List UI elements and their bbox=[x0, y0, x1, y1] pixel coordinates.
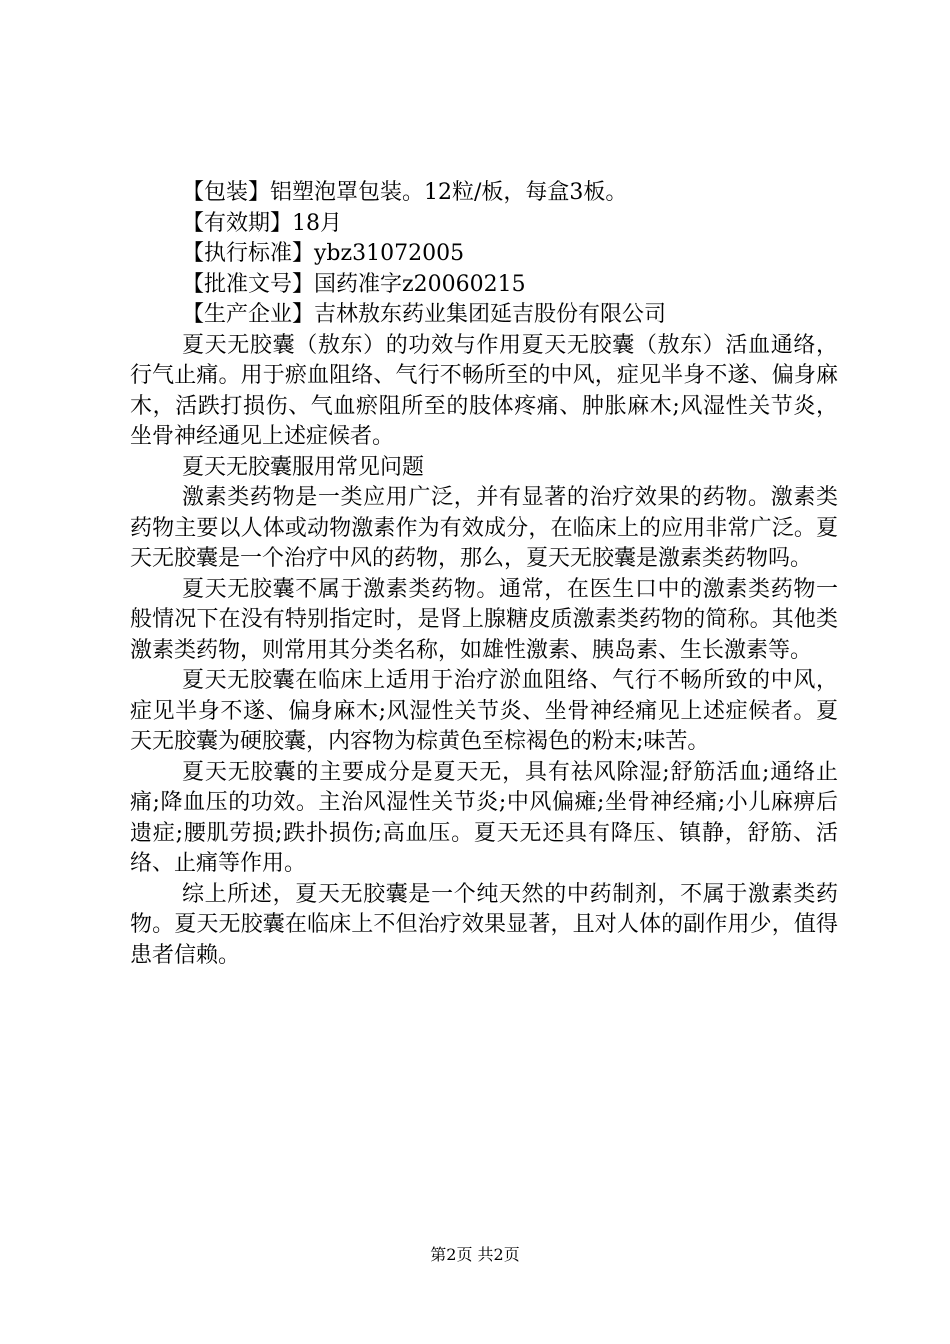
paragraph-conclusion: 综上所述，夏天无胶囊是一个纯天然的中药制剂，不属于激素类药物。夏天无胶囊在临床上不但治疗效果显著，且对人体的副作用少，值得患者信赖。 bbox=[130, 881, 838, 968]
field-manufacturer: 【生产企业】吉林敖东药业集团延吉股份有限公司 bbox=[182, 302, 667, 327]
paragraph-hormone-intro: 激素类药物是一类应用广泛，并有显著的治疗效果的药物。激素类药物主要以人体或动物激素作为有效成分，在临床上的应用非常广泛。夏天无胶囊是一个治疗中风的药物，那么，夏天无胶囊是激素类药物吗。 bbox=[130, 485, 838, 571]
page-footer: 第2页 共2页 bbox=[430, 1245, 520, 1264]
document-body bbox=[130, 178, 838, 971]
paragraph-ingredients: 夏天无胶囊的主要成分是夏天无，具有祛风除湿;舒筋活血;通络止痛;降血压的功效。主治风湿性关节炎;中风偏瘫;坐骨神经痛;小儿麻痹后遗症;腰肌劳损;跌扑损伤;高血压。夏天无还具有降压、镇静，舒筋、活络、止痛等作用。 bbox=[130, 759, 838, 876]
field-approval-number: 【批准文号】国药准字z20060215 bbox=[182, 271, 526, 297]
paragraph-clinical-use: 夏天无胶囊在临床上适用于治疗淤血阻络、气行不畅所致的中风，症见半身不遂、偏身麻木;风湿性关节炎、坐骨神经痛见上述症候者。夏天无胶囊为硬胶囊，内容物为棕黄色至棕褐色的粉末;味苦。 bbox=[130, 668, 838, 754]
paragraph-heading-faq: 夏天无胶囊服用常见问题 bbox=[182, 454, 425, 480]
paragraph-not-hormone: 夏天无胶囊不属于激素类药物。通常，在医生口中的激素类药物一般情况下在没有特别指定时，是肾上腺糖皮质激素类药物的简称。其他类激素类药物，则常用其分类名称，如雄性激素、胰岛素、生长激素等。 bbox=[130, 576, 838, 663]
paragraph-function: 夏天无胶囊（敖东）的功效与作用夏天无胶囊（敖东）活血通络，行气止痛。用于瘀血阻络、气行不畅所至的中风，症见半身不遂、偏身麻木，活跌打损伤、气血瘀阻所至的肢体疼痛、肿胀麻木;风湿性关节炎，坐骨神经通见上述症候者。 bbox=[130, 332, 838, 449]
field-standard: 【执行标准】ybz31072005 bbox=[182, 241, 465, 266]
field-packaging: 【包装】铝塑泡罩包装。12粒/板，每盒3板。 bbox=[182, 180, 628, 205]
field-shelf-life: 【有效期】18月 bbox=[182, 210, 342, 236]
